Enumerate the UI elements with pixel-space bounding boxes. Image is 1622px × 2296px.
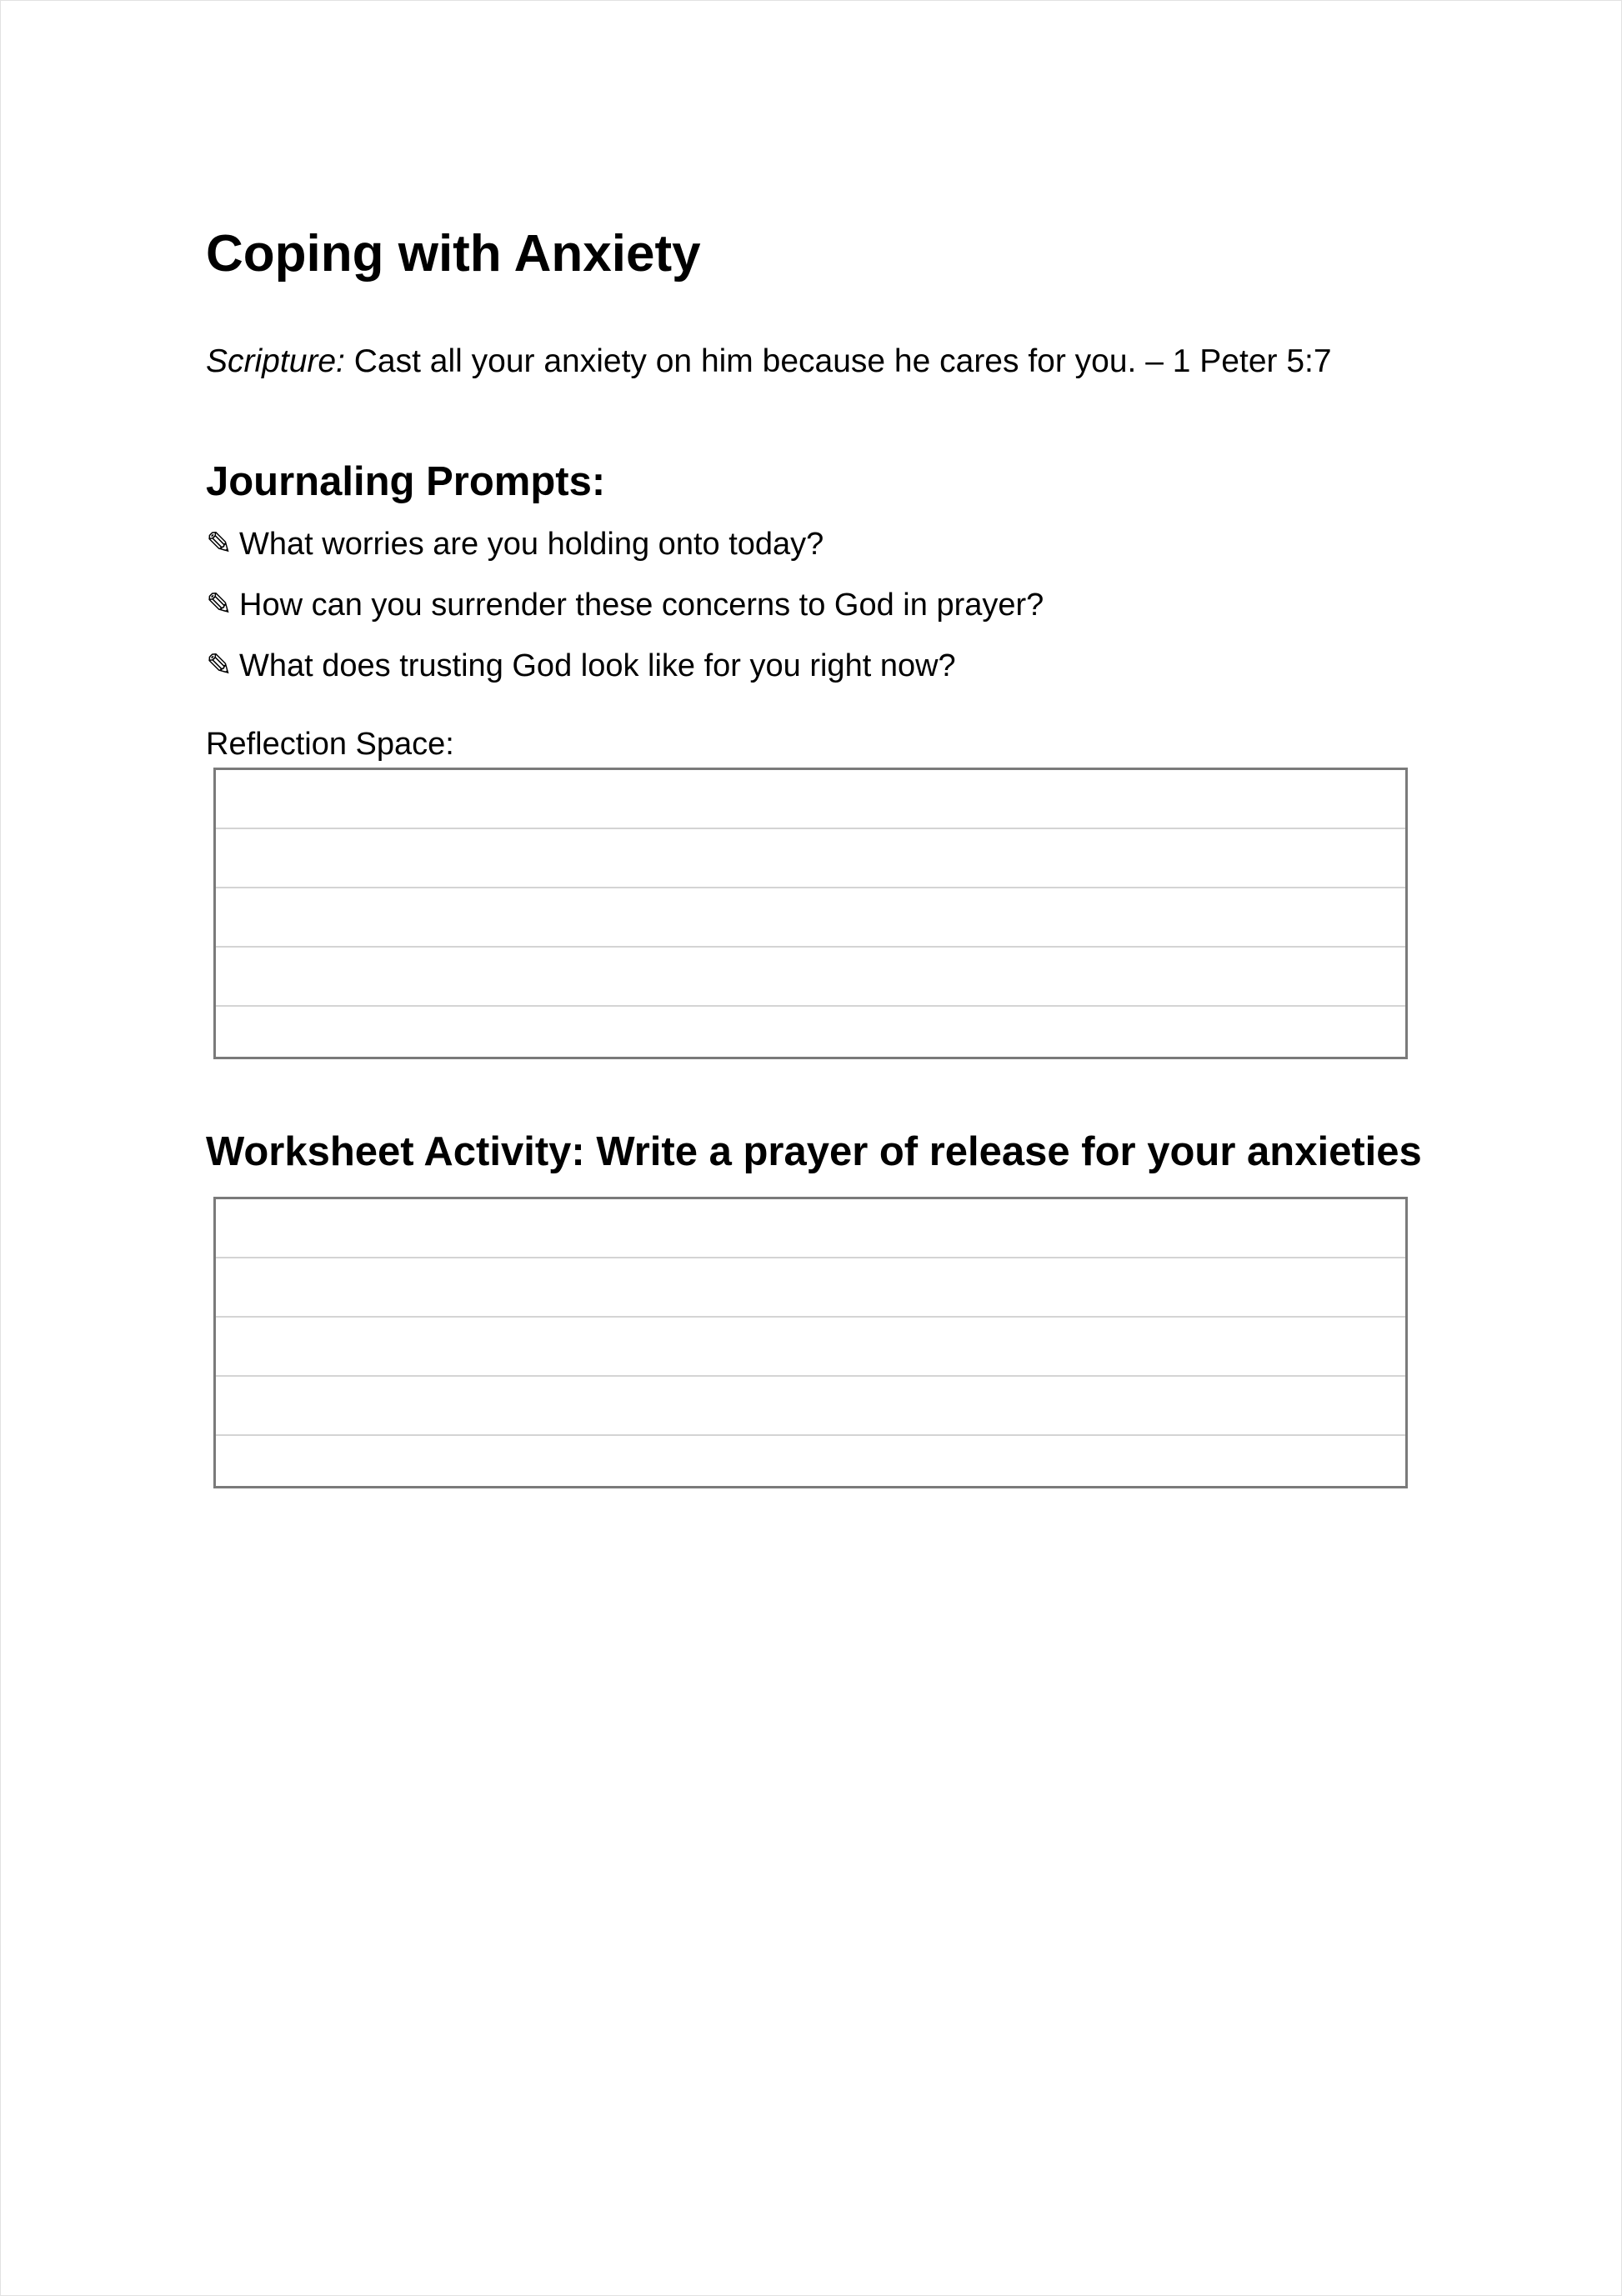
writing-line[interactable]	[216, 948, 1405, 1007]
journaling-prompt	[206, 587, 1044, 625]
prompt-text: What does trusting God look like for you right now?	[239, 648, 956, 683]
prompt-text: What worries are you holding onto today?	[239, 527, 824, 562]
scripture-label: Scripture:	[206, 343, 345, 379]
writing-line[interactable]	[216, 1318, 1405, 1377]
writing-line[interactable]	[216, 770, 1405, 829]
writing-line[interactable]	[216, 1436, 1405, 1494]
pencil-icon: ✎	[206, 648, 233, 683]
prompt-text: How can you surrender these concerns to God in prayer?	[239, 588, 1044, 623]
scripture-line	[206, 343, 1332, 382]
writing-line[interactable]	[216, 1377, 1405, 1436]
reflection-writing-box[interactable]	[213, 768, 1408, 1059]
journaling-prompt	[206, 648, 956, 686]
pencil-icon: ✎	[206, 588, 233, 623]
journaling-prompt	[206, 526, 824, 564]
journaling-prompts-heading: Journaling Prompts:	[206, 459, 606, 504]
page-title: Coping with Anxiety	[206, 225, 701, 283]
pencil-icon: ✎	[206, 527, 233, 562]
worksheet-activity-heading: Worksheet Activity: Write a prayer of release for your anxieties	[206, 1129, 1422, 1174]
writing-line[interactable]	[216, 888, 1405, 948]
scripture-text: Cast all your anxiety on him because he cares for you. – 1 Peter 5:7	[353, 343, 1332, 379]
writing-line[interactable]	[216, 1007, 1405, 1065]
writing-line[interactable]	[216, 1199, 1405, 1258]
writing-line[interactable]	[216, 829, 1405, 888]
activity-writing-box[interactable]	[213, 1197, 1408, 1488]
writing-line[interactable]	[216, 1258, 1405, 1318]
reflection-space-label: Reflection Space:	[206, 727, 454, 762]
